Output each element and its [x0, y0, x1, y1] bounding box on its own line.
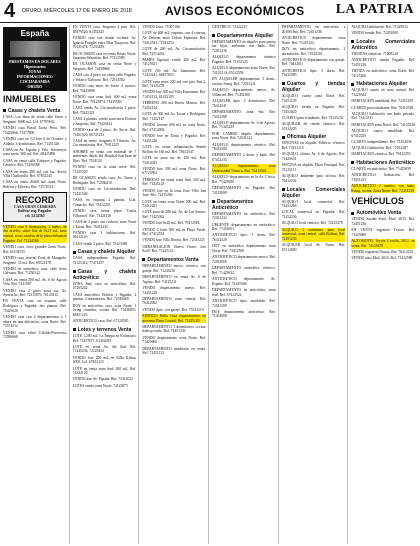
classified-ad: VENDO terreno 600 m2 en zona Norte. Ref. 67412002	[142, 123, 207, 132]
classified-ad: VENDO lote 8x20 m2. Ref. 79412563	[142, 221, 200, 226]
classified-ad: ALQUILO local comercial. Ref. 72451269	[281, 199, 347, 209]
classified-ad: TERRENO en venta zona Sud, 250 m2. Ref. 71245123	[142, 177, 207, 187]
classified-ad: VENDO lote Av. España. Ref. 75412012	[72, 377, 133, 382]
ad-line: COCHABAMBA	[19, 79, 50, 84]
bullet-square-icon	[282, 188, 285, 191]
bullet-square-icon	[212, 34, 215, 37]
highlighted-classified-ad: EDIFICIO Bella Vista departamentos en preventa Plaza Central. Ref. 71455120	[142, 313, 207, 323]
classified-ad: ALQUILER de tienda céntrica. Ref. 67412205	[281, 122, 347, 131]
category-label: Locales Comerciales Alquiler	[281, 186, 346, 199]
classified-ad: DEPARTAMENTO en venta Av. 6 de Agosto. Ref. 74125211	[142, 274, 207, 284]
classified-ad: LOTE 1,200 m2, La Pampa en Kollasuyo. Ref. 71457871, 61452025	[72, 333, 138, 343]
classified-ad: DEPARTAMENTO en anticrético, zona Sud. Ref. 67412522	[212, 287, 277, 297]
bullet-square-icon	[73, 251, 76, 254]
classified-ad: HABITACION zona Norte. Ref. 74125236	[351, 122, 415, 127]
classified-ad: PAMPA Tapacari vende 200 m2. Ref. 74125631	[142, 57, 207, 67]
classified-ad: DOY en anticrético departamento zona Norte. Ref. 73412569	[212, 244, 277, 254]
ad-line: CASA GRAN CERRADA	[13, 204, 56, 209]
classified-ad: VENDO auto Mod. 2014. Ref. 73412588	[351, 256, 413, 261]
classified-ad: HABITACION amoblada. Ref. 72451259	[351, 99, 414, 104]
category-label: Locales Comerciales Anticrético	[351, 38, 416, 51]
classified-ad: VENDO lote 300 m2 Villa Esperanza. Ref. 71452152, 61452105	[142, 90, 207, 100]
classified-ad: LOTE 250 m2. Av. Zamorano. Ref. 71425241, 68457855	[142, 68, 207, 78]
classified-ad: VENDO casa en 1/2 lote 6 de Octubre y Aldana, 3 dormitorios. Ref. 71451526	[3, 136, 68, 146]
classified-ad: CASA en venta 200 m2, Av. 6 de Agosto Vela. Ref. 7421587	[3, 277, 68, 287]
category-heading	[73, 269, 137, 281]
classified-ad: LOTE en venta zona Sud, 200 m2. Ref. 74524120	[72, 366, 138, 376]
classified-ad: CASA en venta calle Vásquez y Pagador. Céntrico. Ref. 71256588	[3, 158, 68, 168]
category-label: Lotes y terrenos Venta	[77, 326, 132, 333]
bullet-square-icon	[351, 83, 354, 86]
classified-ad: ALQUILO ambiente para oficina. Ref. 76412202	[281, 174, 347, 183]
classified-ad: EN VENTA casa en esquina calle Rodríguez y Pagador, dos plantas. Ref. 75425620	[3, 299, 68, 313]
category-heading	[351, 160, 415, 166]
classified-ad: VENDO departamento zona Norte. Ref. 71425600	[142, 335, 207, 345]
bullet-square-icon	[73, 270, 76, 273]
highlighted-classified-ad: ALQUILO 2 ambientes para local comercial, zona central, calle Bolívar. Ref. 72451233	[281, 227, 347, 241]
section-heading: VEHÍCULOS	[351, 196, 404, 207]
classified-ad: ANTICRETICO casa. Ref. 67124520	[72, 319, 129, 324]
classified-ad: VENDO tienda. Ref. 72451000	[351, 31, 398, 36]
category-label: Habitaciones Alquiler	[356, 81, 408, 88]
classified-ad: ANTICRETICO habitación. Ref. 72451233	[351, 173, 416, 182]
classified-ad: VENDO casa frente plaza 'Carlos Villarroel'. Ref. 73421110	[72, 208, 138, 218]
classified-ad: CASA independiente Pagador. Ref. 72125412, 77471257	[72, 256, 138, 266]
newspaper-masthead: LA PATRIA	[335, 2, 414, 17]
highlighted-classified-ad: ANTICRETICO 2 cuartos, con baño, living, cocina. Zona Norte. Ref. 72451236	[351, 183, 416, 193]
classified-ad: ALQUILO cuarto amoblado. Ref. 67412255	[351, 128, 416, 138]
classified-ad: VENDO casa antes de Sucre 4 cuartos. Ref. 70425896	[72, 84, 138, 93]
classifieds-columns	[3, 25, 417, 544]
classified-ad: VENDO casa zona Sud. 600 m2 venta Norte. Ref. 70125874, 71235569	[72, 95, 138, 104]
classified-column	[142, 25, 209, 544]
classified-ad: ANTICRETICO departamento zona Norte. Ref. 71425122	[281, 35, 347, 45]
classified-ad: VENDO casa en la zona norte. Ref. 71425520	[72, 165, 138, 174]
ad-photo-graphic	[10, 41, 59, 57]
classified-ad: ANTICRETICO dpto. 3 dorm. Ref. 76412520	[212, 233, 277, 243]
ad-line: ORURO	[27, 84, 43, 89]
classified-ad: ANTICRETICO departamento Av. España. Ref. 74125566	[212, 277, 277, 286]
category-heading	[73, 327, 137, 333]
classified-ad: DE OCASION vendo casa. Av. Tacna y Rodriguez. Ref. 72536410	[72, 176, 138, 185]
classified-ad: URGENTE departamento en anticrético. Ref. 71452001	[212, 222, 277, 232]
classified-ad: LOTE en venta urbanización Simón Bolívar de 160 m2. Ref. 78412547	[142, 144, 207, 154]
dateline: ORURO, MIÉRCOLES 17 DE ENERO DE 2018	[22, 8, 132, 14]
classified-ad: VENDO casa con 2 departamentos y 1 altura en una ubicación, zona Norte. Ref. 73574512	[3, 315, 68, 329]
classified-ad: VENDO lotes. 71007166	[142, 25, 180, 29]
classified-ad: ALQUILO departamento céntrico. Ref. 79412500	[212, 142, 277, 152]
classified-ad: ALQUILO departamento Av. 6 de Agosto. Ref. 71425223	[212, 120, 277, 130]
classified-ad: ALQUILO cuarto en zona central. Ref. 71425544	[351, 88, 416, 98]
classified-ad: ALQUILO departamento zona Norte. Ref. 74125214, 67412558	[212, 66, 277, 75]
classified-ad: TIENDAS céntricas. 71009210	[351, 51, 398, 56]
category-label: Habitaciones Anticrético	[356, 159, 415, 166]
classified-ad: DEPARTAMENTO en anticrético. Ref. 72451232	[212, 211, 277, 221]
category-heading	[73, 249, 137, 255]
classified-ad: DEPARTAMENTO nuevo, céntrico, con garaje. Ref. 71245210	[142, 264, 207, 273]
classified-ad: CASA anticrético Bolívar y Pagador, 2 plantas, 4 dormitorios. Ref. 72545660	[72, 292, 138, 302]
classified-ad: VENDO lote Villa Dorina. Ref. 72541225	[142, 238, 205, 243]
classified-ad: VENDO vagoneta Nissan. Ref. 76412233	[351, 250, 414, 255]
category-label: Departamentos Anticrético	[212, 198, 254, 211]
classified-ad: VENDO casa, terreno Zona de Mungado, Sargento, 35 m2. Ref. 69521478	[3, 255, 68, 265]
classified-ad: DEPARTAMENTO zona central. Ref. 76412002	[142, 296, 207, 306]
classified-ad: ALQUILER local Av. Tacna. Ref. 67412000	[281, 243, 347, 252]
category-heading	[282, 134, 346, 140]
classified-ad: CASA en venta. Sargento 8 Tiburcio. Av. Circunvalación. Ref. 79411225	[72, 138, 138, 148]
classified-ad: VENDO lote en Tacna y Pagador. Ref. 72451220	[142, 134, 207, 143]
classified-column	[73, 25, 140, 544]
classified-ad: VENDO casa, lotes grandes Zona Norte. Ref. 61532555	[3, 244, 68, 254]
classified-ad: EN VENTA casa. Sargento 4 piso. Ref. 68579520, 61452325	[72, 25, 138, 34]
classified-ad: DEPARTAMENTO anticrético céntrico. Ref. 71425632	[212, 266, 277, 275]
bullet-square-icon	[282, 136, 285, 139]
section-heading: INMUEBLES	[3, 94, 57, 104]
classified-ad: ALQUILER dpto. 2 dormitorios. Ref. 76412541	[212, 98, 277, 108]
classified-ad: LOTE de 200 m2, Av. Circunvalación. Ref. 72514452	[142, 46, 207, 56]
classified-ad: ANTICRETICO tienda Pagador. Ref. 72451236	[351, 58, 416, 67]
bullet-square-icon	[282, 82, 285, 85]
classified-ad: DEPARTAMENTO en anticrético a 20,000 $us. Ref. 72451236	[281, 25, 347, 34]
display-advertisement	[3, 27, 67, 91]
classified-ad: TERRENO 200 m2 Barrio Minero. Ref. 72452124	[142, 101, 207, 111]
classified-ad: VENDO casa con tienda cochera. Av. Ignacio Pringles entre Mon Tinajeros. Ref. 70125478, 71233459	[72, 35, 138, 50]
classified-ad: ALQUILO departamento céntrico Pagador. Ref. 71452125	[212, 55, 277, 65]
classified-ad: CUARTO independiente. Ref. 71452036	[351, 139, 412, 144]
highlighted-classified-ad: ALQUILO departamento, zona Universidad Técnica. Ref. 72415563	[212, 164, 277, 174]
classified-ad: VENDO dpto. con garaje. Ref. 73541210	[142, 307, 204, 312]
classified-ad: CUARTO para estudiante. Ref. 74125232	[281, 115, 344, 120]
classified-ad: DE OCASION casa en venta Barrio Norte, Sargento Sebastián. Ref. 77412589	[72, 51, 138, 61]
bullet-square-icon	[351, 161, 354, 164]
category-label: Casas y chalets Venta	[8, 108, 61, 114]
bullet-square-icon	[73, 328, 76, 331]
ad-line: INFORMACIONES:	[16, 74, 53, 79]
classified-ad: VENDO lote 300 m2 zona Norte. Ref. 67124502	[142, 166, 207, 176]
classified-ad: ALQUILO oficina Av. 6 de Agosto. Ref. 71425631	[281, 152, 347, 162]
classified-ad: EN VENTA vagoneta Toyota. Ref. 71425600	[351, 228, 416, 237]
page-number: 4	[4, 0, 16, 22]
classified-ad: LOTES vendo zona Norte. 74125875	[72, 383, 128, 388]
classified-ad: VENDO casa 2 pisos zona sur, Av. Ayacucho. Ref. 72315879, 76125412	[3, 288, 68, 298]
classified-ad: OFICINAS en alquiler, Edificio céntrico. Ref. 72451210	[281, 141, 347, 151]
classified-ad: ALQUILO habitación. Ref. 72541287	[351, 145, 408, 150]
category-heading	[351, 39, 415, 51]
category-heading	[212, 33, 276, 39]
category-label: Casas y chalets Alquiler	[77, 249, 136, 256]
classified-ad: ALQUILO habitación. Ref. 71425632	[351, 25, 408, 29]
category-heading	[3, 108, 67, 114]
classified-ad: DEPARTAMENTO zona Sur. Ref. 73412588	[212, 109, 277, 119]
category-label: Automóviles Venta	[356, 210, 402, 217]
classified-ad: CUARTO en anticrético. Ref. 71425639	[351, 166, 411, 171]
classified-ad: POR CAMBIO alquilo departamento, zona Norte. Ref. 72541122	[212, 131, 277, 141]
classified-ad: DEPARTAMENTO en Pagador. Ref. 74125699	[212, 186, 277, 195]
highlighted-classified-ad: AUTOMOVIL Toyota Corolla, 2012, en venta. Ref. 74125478	[351, 239, 416, 248]
category-heading	[351, 81, 415, 87]
ad-line: cel. 5214365	[25, 214, 45, 219]
bullet-square-icon	[142, 258, 145, 261]
classified-ad: VENDO lote 200 m2 en Killa Kilasa, 6000, Cel. 67452123	[72, 355, 138, 365]
classified-ad: VENDO en anticrético casa, calle Soria Galvarro. Ref. 71250142	[3, 266, 68, 276]
ad-line: Hipotecarios	[23, 64, 46, 69]
classified-ad: LOTE de 300 m2 Av. Tacna y Rodriguez. Ref. 71452147	[142, 112, 207, 121]
classified-ad: LOTE en venta zona Norte 200 m2. Ref. 73412201	[142, 199, 207, 209]
classified-ad: ANTICRETICO dpto. amoblado. Ref. 72541299	[212, 298, 277, 308]
classified-ad: LOCAL comercial en Pagador. Ref. 71452236	[281, 210, 347, 220]
classified-ad: DOY en anticrético departamento, 2 dormitorios. Ref. 74125201	[281, 46, 347, 56]
classified-ad: ANTICRETICO dpto. 3 dorm. Ref. 73412589	[281, 68, 347, 78]
bullet-square-icon	[3, 109, 6, 112]
classified-ad: LOTE en venta Av. del Sud. Ref. 71245236, 72125452	[72, 344, 138, 354]
category-label: Departamentos Venta	[147, 257, 199, 264]
classified-ad: CASA vendo Av. Circunvalación 2 pisos. Ref. 70245321	[72, 106, 138, 115]
highlighted-classified-ad: VENDO casa 8 dormitorios, 2 baños, de dos niveles, sobre lote de 9x21 m2, zona central, a tres cuadras de la plaza Sebastián Pagador. Cel. 71234568	[3, 224, 68, 243]
classified-ad: LOTE en zona sur de 200 m2. Ref. 75412023	[142, 155, 207, 165]
classified-ad: CUARTO para estudiante. Ref. 76412558	[351, 105, 414, 110]
classified-ad: DEPARTAMENTO amoblado en venta. Ref. 72451112	[142, 346, 207, 356]
category-heading	[351, 210, 415, 216]
classified-ad: CASA en venta 20x60 m2, zona Norte. Bolívar y Ejército. Ref. 73574512	[3, 180, 68, 190]
classified-column	[351, 25, 417, 544]
classified-ad: VENDO casa 3 habitaciones. Ref. 69412145	[72, 230, 138, 240]
classified-ad: VENDO 2 lotes 300 m2 en Playa Verde. Ref. 67412554	[142, 227, 207, 237]
classified-column	[282, 25, 349, 544]
classified-ad: HABITACION céntrica. Ref. 79412255	[351, 152, 411, 157]
classified-ad: DEPARTAMENTO 2 dorm. y baño. Ref. 67412233	[212, 153, 277, 163]
ad-brand: RECORD	[15, 194, 55, 205]
ad-line: JOYAS	[28, 69, 42, 74]
category-heading	[282, 187, 346, 199]
classified-ad: ALQUILO departamento en la Av. Cívica. Ref. 71425000	[212, 175, 277, 184]
classified-ad: DE OCASION casa en venta Norte y Sargento, Ref. 72458866	[72, 62, 138, 72]
classified-ad: CENTRICO. 72322255	[212, 25, 248, 29]
ad-brand: España	[20, 29, 50, 38]
classified-ad: TIENDA en anticrético, zona Norte. Ref. 74125200	[351, 69, 416, 78]
classified-ad: ALQUILO habitación con baño privado. Ref. 73412111	[351, 111, 416, 121]
display-advertisement	[3, 192, 67, 222]
ad-line: Bolívar esq. Pagador	[17, 209, 52, 214]
bullet-square-icon	[351, 40, 354, 43]
classified-ad: ALQUILO tienda en Pagador. Ref. 71452020	[281, 104, 347, 114]
classified-ad: VENDO casa sobre Cabildo/Ferreteria. 72596668	[3, 330, 68, 340]
classified-ad: DOY en anticrético casa, zona Norte. 1 living comedor, cocina. Ref. 71456855, 68451223	[72, 303, 138, 317]
classified-ad: CASA 2 plantas, vendo zona norte Bolivar y Sargento. Ref. 75423612	[72, 116, 138, 126]
classified-column	[212, 25, 279, 544]
classified-ad: ZONA Sud, casa en anticrético. Ref. 67265242	[72, 281, 138, 291]
classified-ad: VENDO casa en Circunvalación. Ref. 71421540	[72, 187, 138, 196]
classified-ad: DEPARTAMENTO, 3 dormitorios, cocina, baño privado. Ref. 72451236	[142, 324, 207, 334]
classified-ad: CASA en venta 200 m2 con luz. Sector Villa Challacollo. Ref. 67852145	[3, 169, 68, 179]
category-label: Cuartos y tiendas Alquiler	[281, 81, 346, 94]
classified-ad: VENDO lote en la zona Este Villa San José. Ref. 72415260	[142, 188, 207, 198]
classified-ad: CASA en esquina 2 plantas, Gral. Camacho. Ref. 73412255	[72, 198, 138, 207]
bullet-square-icon	[351, 212, 354, 215]
classified-ad: DEPARTAMENTO en alquiler para pareja sin hijos, ambiente con baño. Ref. 72451236	[212, 39, 277, 54]
category-label: Casas y chalets Anticrético	[72, 268, 137, 281]
category-heading	[142, 257, 206, 263]
classified-ad: OFICINA en alquiler Plaza Principal. Ref. 74125111	[281, 163, 347, 172]
classified-ad: LOTE zona norte 200 m2 con piso Km 2. Ref. 74125478	[142, 79, 207, 89]
classified-ad: VENDO Suzuki Swift Mod. 2015. Ref. 72451236	[351, 217, 416, 227]
category-heading	[282, 81, 346, 93]
classified-ad: ALQUILO local céntrico. Ref. 74125478	[281, 221, 343, 226]
classified-ad: ANTICRETICO departamento nuevo. Ref. 72451000	[212, 255, 277, 264]
classified-ad: EN ALQUILER departamento 3 dorm., cocina, living. Ref. 72541211	[212, 77, 277, 86]
classified-ad: CASA vendo 2 pisos. Ref. 75423369	[72, 241, 128, 246]
classified-ad: CASA en Av. España y Vela, Sotomayor zona norte. 300 m2. Ref. 68425896	[3, 147, 68, 157]
bullet-square-icon	[212, 200, 215, 203]
classified-ad: ALQUILO departamento nuevo, Av. Villarroel. Ref. 71452100	[212, 88, 277, 97]
classified-ad: VENDO casa Brasil Tacna Petot. Ref. 75425666, 71477800	[3, 125, 68, 135]
classified-ad: ALQUILO cuarto zona Norte. Ref. 72451239	[281, 94, 347, 103]
classified-ad: URBANIZACION Nueva Oruro, lote 8x20. Ref. 71245122	[142, 244, 207, 254]
page-header	[0, 0, 420, 23]
classified-ad: LOTE zona de 200 m2. Av. de Los Santos. Ref. 71425362	[142, 210, 207, 220]
classified-ad: LOTE de 600 m2, esquina, con 4 cuartos, Av. Dehene, entre Cidoro Espinoza. Ref. 73412521, 72541254	[142, 31, 207, 45]
category-heading	[212, 199, 276, 211]
category-label: Departamentos Alquiler	[217, 32, 274, 39]
classified-ad: AHORRE en venta con material de 7 ambientes detrás del Hospital San Juan de Dios. Ref. 7554124	[72, 149, 138, 164]
classified-ad: CASA de 2 pisos con cochera, zona Norte y Tacna. Ref. 76412232	[72, 219, 138, 229]
category-label: Oficinas Alquiler	[286, 134, 327, 141]
classified-ad: CASA, con línea de venta calle Sucre y Sargento. 6000 m2. Cel. 67785642	[3, 115, 68, 124]
section-title: AVISOS ECONÓMICOS	[165, 4, 305, 18]
classified-ad: ANTICRETICO departamento con garaje. Ref. 76412011	[281, 57, 347, 67]
classified-column	[3, 25, 70, 544]
classified-ad: VENDO casa de 2 pisos. Av. Sucre. Ref. 72461020, 60745123	[72, 127, 138, 137]
ad-line: PRESTAMOS EN DOLARES	[9, 59, 61, 64]
classified-ad: CASA con 4 pisos en venta calle Pagador y Velasco Galvarro. Ref. 72514582	[72, 73, 138, 83]
classified-ad: VENDO departamento nuevo. Ref. 72451210	[142, 285, 207, 295]
classified-ad: DOY departamento anticrético. Ref. 71452698	[212, 309, 277, 319]
